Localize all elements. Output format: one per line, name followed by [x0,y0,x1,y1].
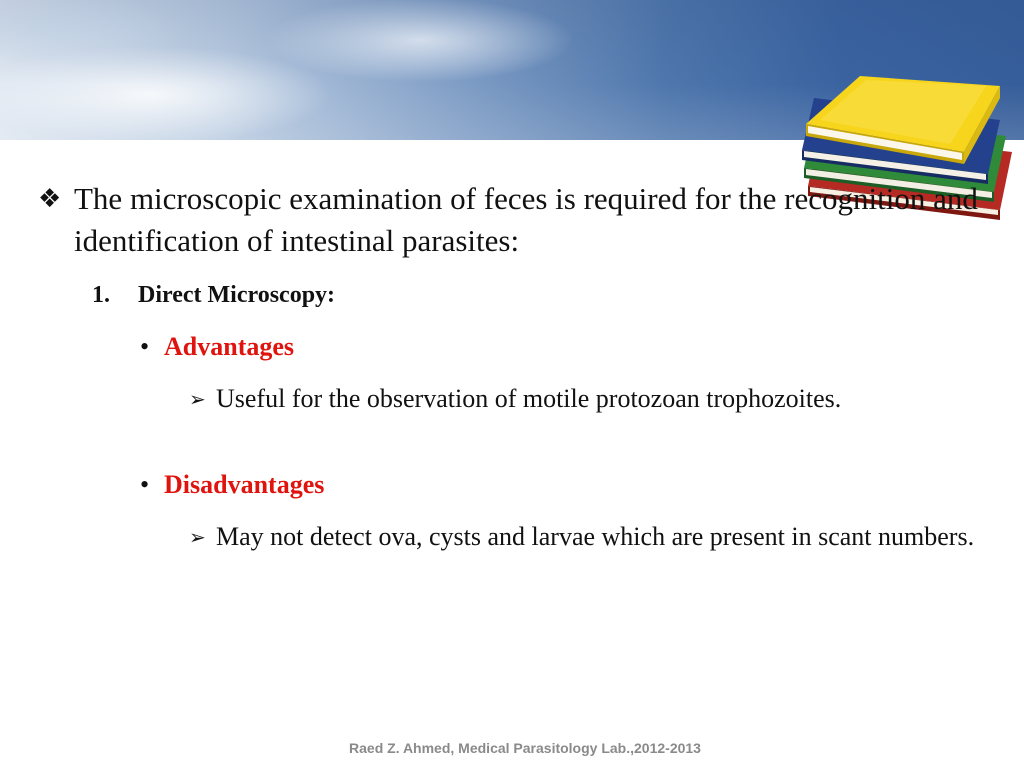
numbered-item-direct-microscopy [92,282,335,309]
bullet-dot-icon: • [140,470,150,499]
slide-footer: Raed Z. Ahmed, Medical Parasitology Lab.,2012-2013 [349,740,701,756]
main-bullet-text: The microscopic examination of feces is required for the recognition and identification of intestinal parasites: [74,181,978,258]
advantages-heading [140,332,294,362]
item-title: Direct Microscopy: [138,282,336,308]
disadvantages-label: Disadvantages [164,470,325,499]
advantage-text: Useful for the observation of motile protozoan trophozoites. [216,384,842,413]
advantages-label: Advantages [164,332,295,361]
disadvantage-item [189,517,979,557]
disadvantage-text: May not detect ova, cysts and larvae which are present in scant numbers. [216,522,975,551]
item-number: 1. [92,282,110,308]
bullet-dot-icon: • [140,332,150,361]
disadvantages-heading [140,470,324,500]
main-bullet [38,178,988,262]
arrow-bullet-icon: ➢ [189,387,206,411]
diamond-bullet-icon: ❖ [38,184,62,214]
arrow-bullet-icon: ➢ [189,525,206,549]
advantage-item [189,379,979,419]
